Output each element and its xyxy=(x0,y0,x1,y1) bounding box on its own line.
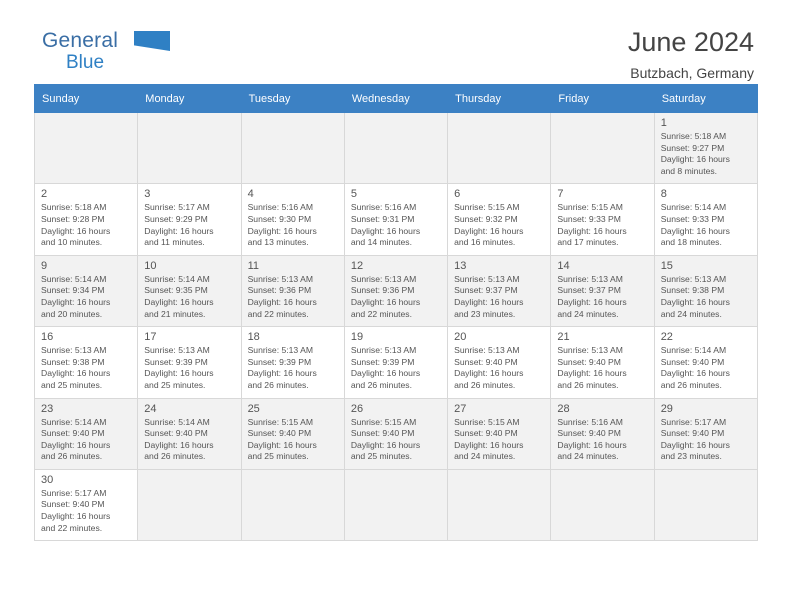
day-details xyxy=(248,202,339,248)
calendar-cell-empty xyxy=(551,469,654,540)
day-number: 7 xyxy=(557,188,564,201)
day-detail-line: Daylight: 16 hours xyxy=(41,439,111,450)
day-detail-line: Daylight: 16 hours xyxy=(247,368,317,379)
day-details xyxy=(41,274,132,320)
calendar-day-cell[interactable] xyxy=(35,255,138,326)
logo-text-blue: Blue xyxy=(66,52,105,73)
day-detail-line: and 24 minutes. xyxy=(557,451,619,462)
day-detail-line: Sunrise: 5:13 AM xyxy=(247,345,314,356)
day-detail-line: and 17 minutes. xyxy=(557,237,619,248)
day-details xyxy=(144,202,235,248)
day-details xyxy=(144,345,235,391)
day-detail-line: and 20 minutes. xyxy=(41,308,103,319)
day-detail-line: Daylight: 16 hours xyxy=(660,154,730,165)
day-detail-line: Sunrise: 5:16 AM xyxy=(247,202,314,213)
day-number: 13 xyxy=(454,259,467,272)
day-details xyxy=(144,417,235,463)
calendar-day-cell[interactable] xyxy=(448,327,551,398)
day-detail-line: Sunrise: 5:15 AM xyxy=(247,416,314,427)
day-number: 18 xyxy=(247,331,260,344)
calendar-day-cell[interactable] xyxy=(654,184,757,255)
weekday-header-monday: Monday xyxy=(138,85,241,113)
calendar-day-cell[interactable] xyxy=(344,184,447,255)
day-detail-line: and 11 minutes. xyxy=(144,237,205,248)
day-number: 25 xyxy=(247,402,260,415)
day-detail-line: Daylight: 16 hours xyxy=(454,368,524,379)
day-detail-line: Sunrise: 5:14 AM xyxy=(41,273,107,284)
day-detail-line: and 26 minutes. xyxy=(557,379,619,390)
calendar-cell-empty xyxy=(241,113,344,184)
calendar-day-cell[interactable] xyxy=(654,398,757,469)
day-detail-line: Daylight: 16 hours xyxy=(144,439,214,450)
day-detail-line: Daylight: 16 hours xyxy=(660,296,730,307)
day-details xyxy=(248,274,339,320)
day-details xyxy=(661,417,752,463)
calendar-body xyxy=(35,113,758,541)
day-detail-line: Sunrise: 5:18 AM xyxy=(660,131,727,141)
day-detail-line: and 21 minutes. xyxy=(144,308,206,319)
day-detail-line: Sunrise: 5:13 AM xyxy=(350,273,417,284)
day-detail-line: Daylight: 16 hours xyxy=(350,225,421,236)
day-detail-line: Daylight: 16 hours xyxy=(557,439,627,450)
day-detail-line: and 24 minutes. xyxy=(454,451,516,462)
day-detail-line: Daylight: 16 hours xyxy=(144,296,214,307)
logo xyxy=(42,30,242,82)
day-detail-line: Sunset: 9:28 PM xyxy=(41,213,105,224)
day-detail-line: Sunset: 9:40 PM xyxy=(350,428,415,439)
calendar-day-cell[interactable] xyxy=(138,327,241,398)
day-detail-line: Sunset: 9:40 PM xyxy=(247,428,312,439)
day-detail-line: and 25 minutes. xyxy=(41,379,103,390)
day-number: 6 xyxy=(454,188,461,201)
day-detail-line: Sunrise: 5:15 AM xyxy=(454,416,520,427)
day-detail-line: Sunrise: 5:13 AM xyxy=(660,273,727,284)
day-detail-line: Sunset: 9:40 PM xyxy=(41,428,105,439)
day-number: 4 xyxy=(247,188,254,201)
day-details xyxy=(557,274,648,320)
page-header xyxy=(34,0,758,81)
day-detail-line: and 22 minutes. xyxy=(41,522,103,533)
day-detail-line: Sunset: 9:40 PM xyxy=(660,356,725,367)
day-details xyxy=(41,202,132,248)
day-detail-line: Sunset: 9:37 PM xyxy=(557,285,621,296)
day-detail-line: Daylight: 16 hours xyxy=(350,439,421,450)
day-details xyxy=(557,417,648,463)
day-number: 8 xyxy=(660,188,667,201)
calendar-cell-empty xyxy=(138,469,241,540)
day-number: 15 xyxy=(660,259,673,272)
calendar-day-cell[interactable] xyxy=(551,398,654,469)
calendar-week-row xyxy=(35,398,758,469)
weekday-header-sunday: Sunday xyxy=(35,85,138,113)
day-detail-line: Daylight: 16 hours xyxy=(350,368,421,379)
day-number: 3 xyxy=(144,188,151,201)
calendar-day-cell[interactable] xyxy=(138,255,241,326)
day-details xyxy=(41,417,132,463)
calendar-day-cell[interactable] xyxy=(448,255,551,326)
calendar-table xyxy=(34,84,758,541)
day-detail-line: and 26 minutes. xyxy=(247,379,309,390)
day-detail-line: Sunrise: 5:17 AM xyxy=(660,416,727,427)
calendar-day-cell[interactable] xyxy=(138,184,241,255)
day-number: 28 xyxy=(557,402,570,415)
day-details xyxy=(351,417,442,463)
day-detail-line: Daylight: 16 hours xyxy=(247,296,317,307)
day-detail-line: Sunrise: 5:16 AM xyxy=(557,416,623,427)
day-detail-line: Sunset: 9:39 PM xyxy=(350,356,415,367)
day-detail-line: Daylight: 16 hours xyxy=(557,296,627,307)
day-details xyxy=(661,274,752,320)
day-detail-line: and 24 minutes. xyxy=(557,308,619,319)
day-detail-line: Daylight: 16 hours xyxy=(557,225,627,236)
weekday-header-row xyxy=(35,85,758,113)
day-number: 20 xyxy=(454,331,467,344)
day-detail-line: and 16 minutes. xyxy=(454,237,516,248)
day-detail-line: Sunset: 9:31 PM xyxy=(350,213,415,224)
day-details xyxy=(557,202,648,248)
day-detail-line: Sunset: 9:40 PM xyxy=(144,428,208,439)
day-detail-line: Sunrise: 5:13 AM xyxy=(454,273,520,284)
calendar-day-cell[interactable] xyxy=(35,184,138,255)
day-details xyxy=(661,202,752,248)
location-subtitle: Butzbach, Germany xyxy=(630,65,754,81)
day-details xyxy=(351,345,442,391)
calendar-week-row xyxy=(35,255,758,326)
calendar-day-cell[interactable] xyxy=(344,398,447,469)
day-detail-line: Sunrise: 5:14 AM xyxy=(144,416,210,427)
day-detail-line: Sunrise: 5:13 AM xyxy=(454,345,520,356)
day-detail-line: and 13 minutes. xyxy=(247,237,309,248)
day-number: 22 xyxy=(660,331,673,344)
day-detail-line: Daylight: 16 hours xyxy=(557,368,627,379)
day-detail-line: Sunset: 9:30 PM xyxy=(247,213,312,224)
day-detail-line: Sunrise: 5:14 AM xyxy=(144,273,210,284)
day-number: 26 xyxy=(350,402,364,415)
weekday-header-tuesday: Tuesday xyxy=(241,85,344,113)
calendar-day-cell[interactable] xyxy=(241,398,344,469)
calendar-day-cell[interactable] xyxy=(241,184,344,255)
day-detail-line: and 22 minutes. xyxy=(247,308,309,319)
day-detail-line: Daylight: 16 hours xyxy=(454,296,524,307)
day-detail-line: and 23 minutes. xyxy=(454,308,516,319)
day-detail-line: Sunset: 9:40 PM xyxy=(660,428,725,439)
calendar-day-cell[interactable] xyxy=(344,327,447,398)
day-detail-line: Sunset: 9:39 PM xyxy=(247,356,312,367)
day-detail-line: Sunset: 9:34 PM xyxy=(41,285,105,296)
day-detail-line: and 23 minutes. xyxy=(660,451,722,462)
calendar-week-row xyxy=(35,469,758,540)
day-detail-line: Daylight: 16 hours xyxy=(41,296,111,307)
calendar-day-cell[interactable] xyxy=(35,469,138,540)
day-detail-line: Daylight: 16 hours xyxy=(660,368,730,379)
day-detail-line: and 8 minutes. xyxy=(660,165,718,176)
calendar-cell-empty xyxy=(138,113,241,184)
day-detail-line: and 26 minutes. xyxy=(454,379,516,390)
day-detail-line: and 26 minutes. xyxy=(660,379,722,390)
day-details xyxy=(248,345,339,391)
calendar-cell-empty xyxy=(654,469,757,540)
day-details xyxy=(41,488,132,534)
day-detail-line: Daylight: 16 hours xyxy=(350,296,421,307)
day-detail-line: Sunset: 9:40 PM xyxy=(557,356,621,367)
day-detail-line: Sunrise: 5:13 AM xyxy=(41,345,107,356)
calendar-cell-empty xyxy=(448,113,551,184)
day-details xyxy=(351,274,442,320)
day-detail-line: and 26 minutes. xyxy=(41,451,103,462)
day-detail-line: Sunset: 9:40 PM xyxy=(454,356,518,367)
day-detail-line: Sunrise: 5:13 AM xyxy=(557,345,623,356)
calendar-week-row xyxy=(35,184,758,255)
day-detail-line: and 25 minutes. xyxy=(350,451,412,462)
calendar-cell-empty xyxy=(344,113,447,184)
day-number: 2 xyxy=(41,188,48,201)
day-detail-line: Daylight: 16 hours xyxy=(41,368,111,379)
day-detail-line: Daylight: 16 hours xyxy=(144,225,214,236)
calendar-day-cell[interactable] xyxy=(654,255,757,326)
calendar-day-cell[interactable] xyxy=(448,184,551,255)
logo-text-general: General xyxy=(42,29,119,52)
day-detail-line: and 25 minutes. xyxy=(247,451,309,462)
calendar-cell-empty xyxy=(448,469,551,540)
day-detail-line: Sunrise: 5:14 AM xyxy=(660,345,727,356)
day-detail-line: Daylight: 16 hours xyxy=(41,511,111,522)
day-detail-line: Daylight: 16 hours xyxy=(660,225,730,236)
day-details xyxy=(557,345,648,391)
day-detail-line: and 26 minutes. xyxy=(144,451,206,462)
day-details xyxy=(41,345,132,391)
day-detail-line: Sunrise: 5:18 AM xyxy=(41,202,107,213)
calendar-day-cell[interactable] xyxy=(241,255,344,326)
day-detail-line: Daylight: 16 hours xyxy=(454,225,524,236)
day-number: 14 xyxy=(557,259,570,272)
calendar-day-cell[interactable] xyxy=(551,184,654,255)
day-detail-line: Daylight: 16 hours xyxy=(144,368,214,379)
weekday-header-wednesday: Wednesday xyxy=(344,85,447,113)
day-number: 11 xyxy=(247,259,259,272)
day-detail-line: and 14 minutes. xyxy=(350,237,412,248)
day-number: 19 xyxy=(350,331,364,344)
day-detail-line: Sunrise: 5:15 AM xyxy=(557,202,623,213)
calendar-day-cell[interactable] xyxy=(551,327,654,398)
calendar-day-cell[interactable] xyxy=(138,398,241,469)
day-detail-line: Sunset: 9:33 PM xyxy=(557,213,621,224)
day-detail-line: and 25 minutes. xyxy=(144,379,206,390)
calendar-cell-empty xyxy=(551,113,654,184)
day-detail-line: Sunrise: 5:13 AM xyxy=(247,273,314,284)
day-detail-line: Sunset: 9:32 PM xyxy=(454,213,518,224)
day-detail-line: Sunset: 9:36 PM xyxy=(247,285,312,296)
day-details xyxy=(248,417,339,463)
day-details xyxy=(661,345,752,391)
calendar-day-cell[interactable] xyxy=(551,255,654,326)
day-detail-line: Sunset: 9:38 PM xyxy=(660,285,725,296)
calendar-cell-empty xyxy=(241,469,344,540)
calendar-week-row xyxy=(35,113,758,184)
day-detail-line: Sunset: 9:27 PM xyxy=(660,142,725,153)
day-detail-line: Daylight: 16 hours xyxy=(660,439,730,450)
day-detail-line: Sunset: 9:35 PM xyxy=(144,285,208,296)
calendar-cell-empty xyxy=(35,113,138,184)
calendar-day-cell[interactable] xyxy=(241,327,344,398)
day-number: 17 xyxy=(144,331,157,344)
day-details xyxy=(454,417,545,463)
day-number: 9 xyxy=(41,259,48,272)
day-number: 23 xyxy=(41,402,54,415)
day-number: 21 xyxy=(557,331,570,344)
day-number: 29 xyxy=(660,402,673,415)
day-detail-line: Sunset: 9:37 PM xyxy=(454,285,518,296)
day-detail-line: and 24 minutes. xyxy=(660,308,722,319)
day-number: 24 xyxy=(144,402,157,415)
calendar-day-cell[interactable] xyxy=(448,398,551,469)
day-detail-line: Sunset: 9:36 PM xyxy=(350,285,415,296)
day-number: 10 xyxy=(144,259,157,272)
day-detail-line: and 18 minutes. xyxy=(660,237,722,248)
calendar-week-row xyxy=(35,327,758,398)
day-detail-line: Sunrise: 5:17 AM xyxy=(144,202,210,213)
day-detail-line: Sunset: 9:40 PM xyxy=(454,428,518,439)
day-detail-line: and 10 minutes. xyxy=(41,237,103,248)
day-number: 5 xyxy=(350,188,357,201)
day-detail-line: Daylight: 16 hours xyxy=(454,439,524,450)
day-number: 12 xyxy=(350,259,364,272)
day-number: 1 xyxy=(660,117,667,129)
calendar-day-cell[interactable] xyxy=(654,113,757,184)
day-details xyxy=(454,345,545,391)
day-details xyxy=(144,274,235,320)
weekday-header-thursday: Thursday xyxy=(448,85,551,113)
day-detail-line: and 22 minutes. xyxy=(350,308,412,319)
day-number: 30 xyxy=(41,473,54,486)
day-details xyxy=(454,202,545,248)
day-detail-line: Sunset: 9:29 PM xyxy=(144,213,208,224)
day-detail-line: Sunrise: 5:15 AM xyxy=(350,416,417,427)
day-number: 16 xyxy=(41,331,54,344)
day-detail-line: Sunset: 9:33 PM xyxy=(660,213,725,224)
weekday-header-friday: Friday xyxy=(551,85,654,113)
day-detail-line: Sunrise: 5:14 AM xyxy=(660,202,727,213)
calendar-day-cell[interactable] xyxy=(654,327,757,398)
day-detail-line: Sunrise: 5:14 AM xyxy=(41,416,107,427)
day-detail-line: Sunrise: 5:17 AM xyxy=(41,487,107,498)
day-detail-line: Daylight: 16 hours xyxy=(247,439,317,450)
calendar-day-cell[interactable] xyxy=(35,398,138,469)
day-detail-line: Daylight: 16 hours xyxy=(41,225,111,236)
day-details xyxy=(454,274,545,320)
day-detail-line: Sunrise: 5:13 AM xyxy=(557,273,623,284)
day-detail-line: Sunrise: 5:15 AM xyxy=(454,202,520,213)
day-detail-line: Sunrise: 5:13 AM xyxy=(144,345,210,356)
calendar-cell-empty xyxy=(344,469,447,540)
day-details xyxy=(661,131,752,177)
day-detail-line: Sunset: 9:38 PM xyxy=(41,356,105,367)
day-detail-line: Daylight: 16 hours xyxy=(247,225,317,236)
page-title: June 2024 xyxy=(627,27,754,57)
weekday-header-saturday: Saturday xyxy=(654,85,757,113)
day-number: 27 xyxy=(454,402,467,415)
calendar-day-cell[interactable] xyxy=(35,327,138,398)
day-detail-line: Sunset: 9:39 PM xyxy=(144,356,208,367)
day-detail-line: and 26 minutes. xyxy=(350,379,412,390)
day-detail-line: Sunrise: 5:13 AM xyxy=(350,345,417,356)
day-detail-line: Sunrise: 5:16 AM xyxy=(350,202,417,213)
day-details xyxy=(351,202,442,248)
day-detail-line: Sunset: 9:40 PM xyxy=(557,428,621,439)
day-detail-line: Sunset: 9:40 PM xyxy=(41,499,105,510)
calendar-day-cell[interactable] xyxy=(344,255,447,326)
